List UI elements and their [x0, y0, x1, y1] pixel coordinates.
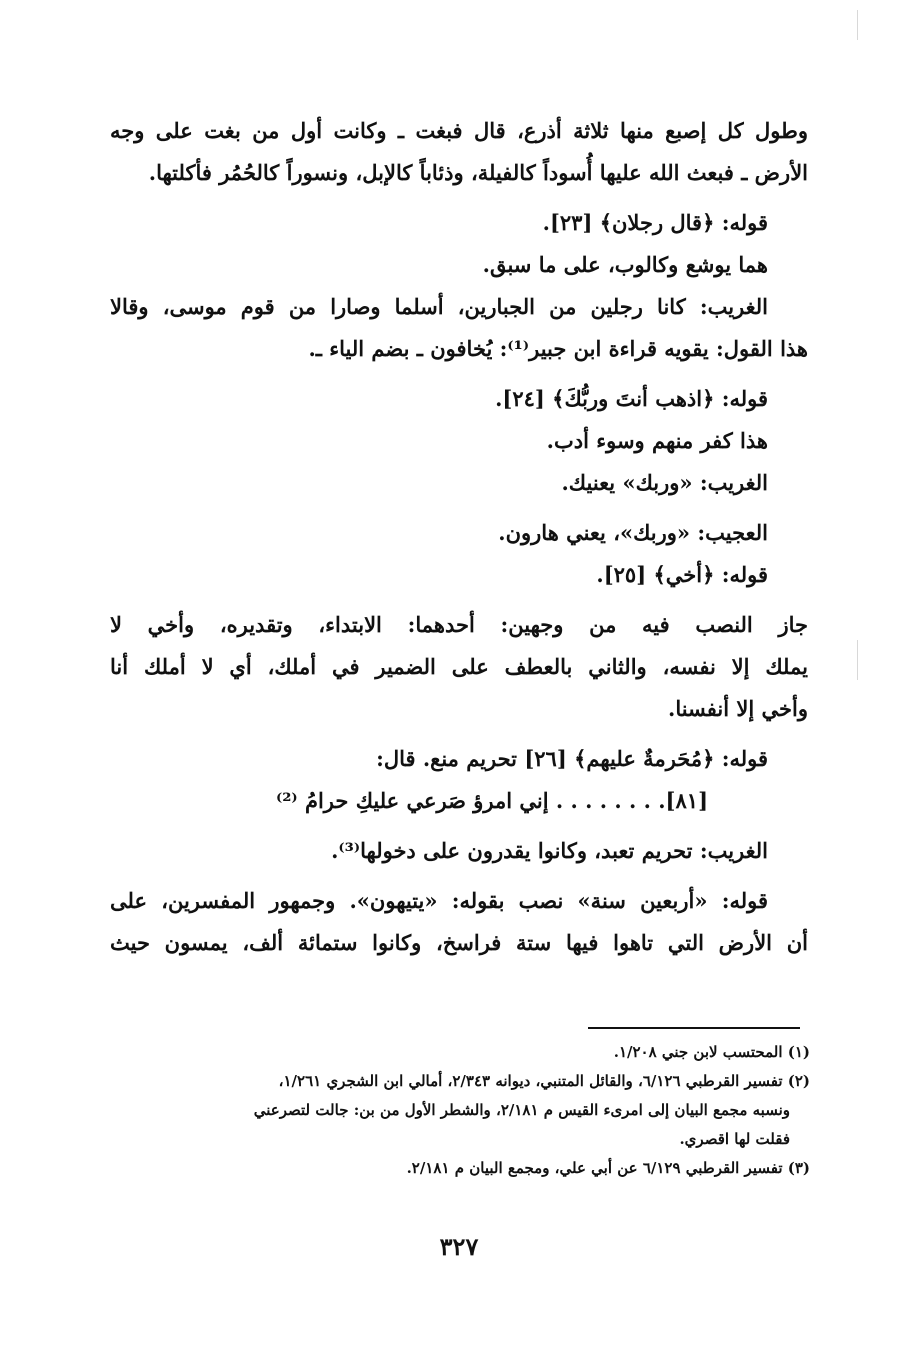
footnote-continuation: ونسبه مجمع البيان إلى امرىء القيس م ٢/١٨١، والشطر الأول من بن: جالت لتصرعني: [253, 1101, 790, 1119]
scan-edge-mark: [857, 640, 858, 680]
text-line: قوله: ﴿مُحَرمةٌ عليهم﴾ [٢٦] تحريم منع. قال:: [376, 746, 768, 771]
text-line: وطول كل إصبع منها ثلاثة أذرع، قال فبغت ـ وكانت أول من بغت على وجه: [110, 118, 808, 143]
text-line: يملك إلا نفسه، والثاني بالعطف على الضمير في أملك، أي لا أملك أنا: [110, 654, 808, 679]
text-line: جاز النصب فيه من وجهين: أحدهما: الابتداء، وتقديره، وأخي لا: [110, 612, 808, 637]
text-line: قوله: «أربعين سنة» نصب بقوله: «يتيهون». وجمهور المفسرين، على: [110, 888, 768, 913]
footnote-continuation: فقلت لها اقصري.: [679, 1130, 790, 1148]
text-line: هذا القول: يقويه قراءة ابن جبير⁽¹⁾: يُخافون ـ بضم الياء ـ.: [308, 336, 808, 361]
footnote: (٣) تفسير القرطبي ٦/١٢٩ عن أبي علي، ومجمع البيان م ٢/١٨١.: [406, 1159, 810, 1177]
poetry-verse: [٨١]. . . . . . . . إني امرؤ صَرعي عليكِ حرامُ ⁽²⁾: [275, 788, 708, 813]
text-line: قوله: ﴿قال رجلان﴾ [٢٣].: [542, 210, 768, 235]
text-line: أن الأرض التي تاهوا فيها ستة فراسخ، وكانوا ستمائة ألف، يمسون حيث: [110, 930, 808, 955]
text-line: هما يوشع وكالوب، على ما سبق.: [482, 252, 768, 277]
text-line: هذا كفر منهم وسوء أدب.: [546, 428, 768, 453]
main-text: [110, 110, 808, 964]
page-number: ٣٢٧: [439, 1232, 479, 1261]
footnote: (١) المحتسب لابن جني ١/٢٠٨.: [613, 1043, 810, 1061]
footnotes: [110, 1038, 810, 1183]
text-line: قوله: ﴿اذهب أنتَ وربُّكَ﴾ [٢٤].: [495, 386, 768, 411]
text-line: الغريب: كانا رجلين من الجبارين، أسلما وصارا من قوم موسى، وقالا: [110, 294, 768, 319]
text-line: قوله: ﴿أخي﴾ [٢٥].: [596, 562, 768, 587]
text-line: وأخي إلا أنفسنا.: [668, 696, 808, 721]
text-line: الغريب: «وربك» يعنيك.: [561, 470, 768, 495]
text-line: العجيب: «وربك»، يعني هارون.: [498, 520, 768, 545]
text-line: الغريب: تحريم تعبد، وكانوا يقدرون على دخولها⁽³⁾.: [331, 838, 768, 863]
text-line: الأرض ـ فبعث الله عليها أُسوداً كالفيلة، وذئاباً كالإبل، ونسوراً كالحُمُر فأكلتها.: [148, 160, 808, 185]
scan-edge-mark: [857, 10, 858, 40]
footnote-separator: [588, 1027, 800, 1029]
footnote: (٢) تفسير القرطبي ٦/١٢٦، والقائل المتنبي، ديوانه ٢/٣٤٣، أمالي ابن الشجري ١/٢٦١،: [278, 1072, 810, 1090]
